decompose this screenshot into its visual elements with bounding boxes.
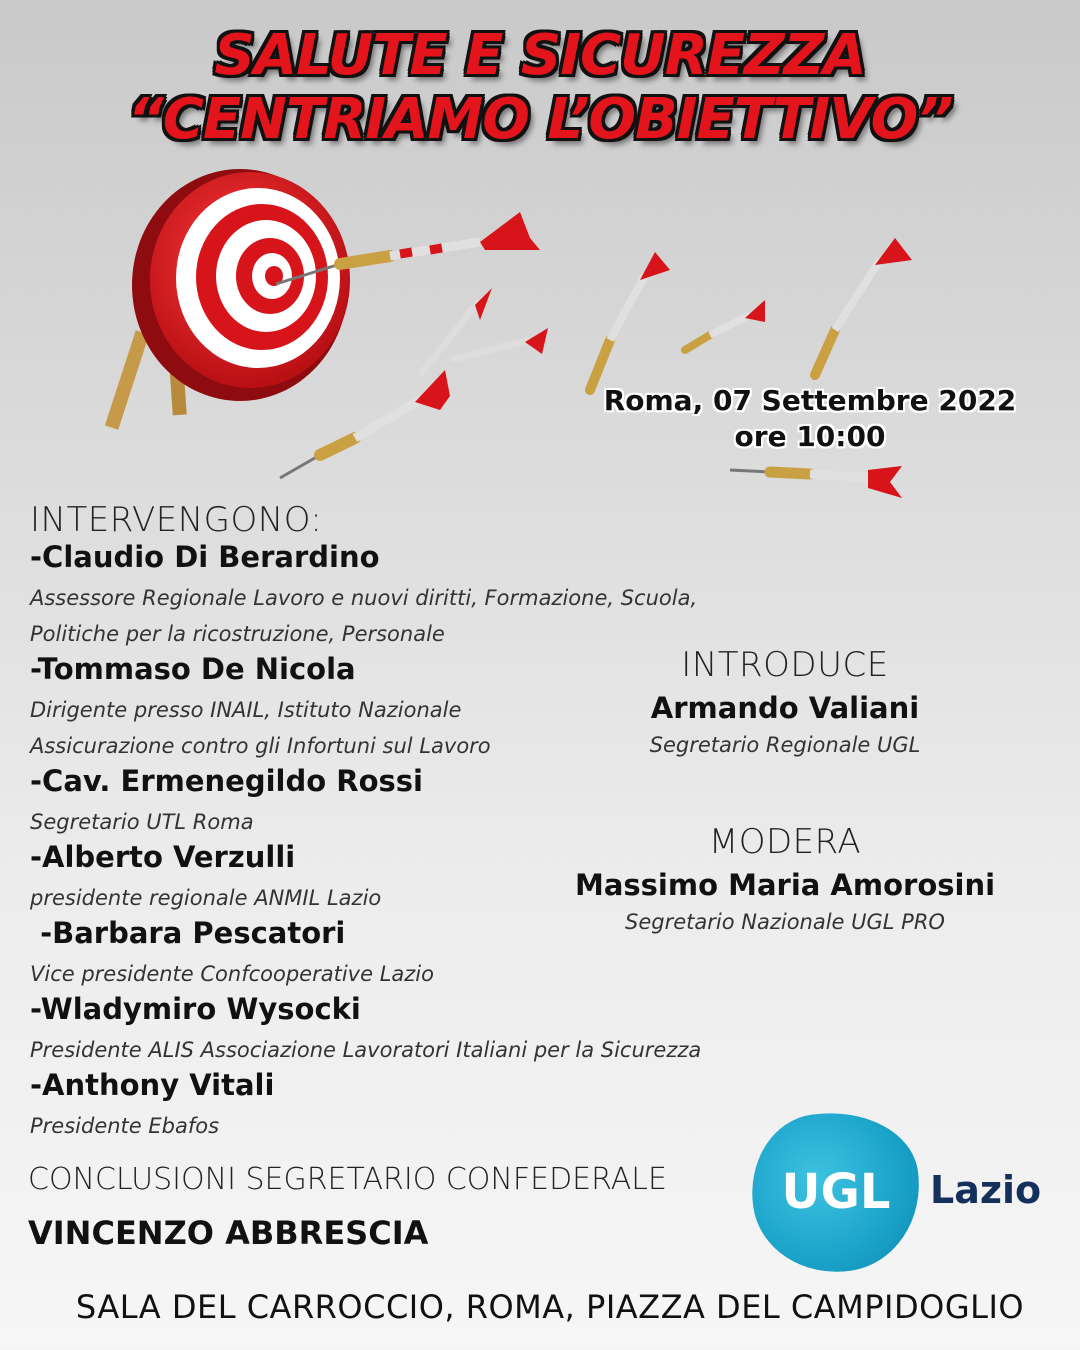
conclusioni-header: CONCLUSIONI SEGRETARIO CONFEDERALE	[28, 1162, 667, 1197]
modera-section	[520, 822, 1050, 934]
speaker-name: -Claudio Di Berardino	[30, 540, 380, 574]
speaker-name: -Wladymiro Wysocki	[30, 992, 361, 1026]
title-line-2: “CENTRIAMO L’OBIETTIVO”	[127, 87, 953, 152]
speaker-role: Politiche per la ricostruzione, Personale	[30, 622, 445, 646]
introduce-name: Armando Valiani	[650, 691, 920, 725]
conclusioni-name: VINCENZO ABBRESCIA	[28, 1214, 429, 1252]
event-time: ore 10:00	[734, 420, 886, 453]
dart-lower-icon	[280, 370, 450, 478]
target-icon	[132, 169, 350, 401]
speaker-name: -Tommaso De Nicola	[30, 652, 356, 686]
introduce-section	[580, 645, 990, 757]
logo-region: Lazio	[930, 1168, 1042, 1212]
ugl-logo-text: UGL	[781, 1164, 891, 1220]
speaker-name: -Anthony Vitali	[30, 1068, 275, 1102]
speaker-item	[30, 1068, 750, 1144]
speaker-role: Segretario UTL Roma	[30, 810, 254, 834]
dart-falling-1-icon	[590, 252, 670, 390]
speaker-name: -Barbara Pescatori	[30, 916, 346, 950]
speaker-item	[30, 992, 750, 1068]
modera-header: MODERA	[708, 822, 862, 862]
speaker-item	[30, 540, 750, 652]
speakers-header: INTERVENGONO:	[30, 500, 323, 540]
speaker-role: Presidente ALIS Associazione Lavoratori Italiani per la Sicurezza	[30, 1038, 702, 1062]
speaker-name: -Alberto Verzulli	[30, 840, 296, 874]
introduce-header: INTRODUCE	[681, 645, 889, 685]
speaker-name: -Cav. Ermenegildo Rossi	[30, 764, 423, 798]
event-date: Roma, 07 Settembre 2022	[603, 384, 1017, 417]
introduce-role: Segretario Regionale UGL	[649, 733, 921, 757]
modera-role: Segretario Nazionale UGL PRO	[625, 910, 945, 934]
venue: SALA DEL CARROCCIO, ROMA, PIAZZA DEL CAMPIDOGLIO	[75, 1288, 1025, 1326]
speaker-role: Assicurazione contro gli Infortuni sul Lavoro	[30, 734, 491, 758]
modera-name: Massimo Maria Amorosini	[574, 868, 996, 902]
title-line-1: SALUTE E SICUREZZA	[214, 23, 866, 88]
speaker-role: Dirigente presso INAIL, Istituto Nazionale	[30, 698, 462, 722]
speaker-role: presidente regionale ANMIL Lazio	[30, 886, 382, 910]
dart-falling-2-icon	[685, 300, 765, 350]
speaker-role: Assessore Regionale Lavoro e nuovi diritti, Formazione, Scuola,	[30, 586, 698, 610]
dart-bottom-icon	[730, 458, 910, 504]
speaker-role: Vice presidente Confcooperative Lazio	[30, 962, 434, 986]
dart-falling-3-icon	[815, 238, 912, 375]
speaker-role: Presidente Ebafos	[30, 1114, 220, 1138]
dart-small-2-icon	[450, 328, 548, 360]
